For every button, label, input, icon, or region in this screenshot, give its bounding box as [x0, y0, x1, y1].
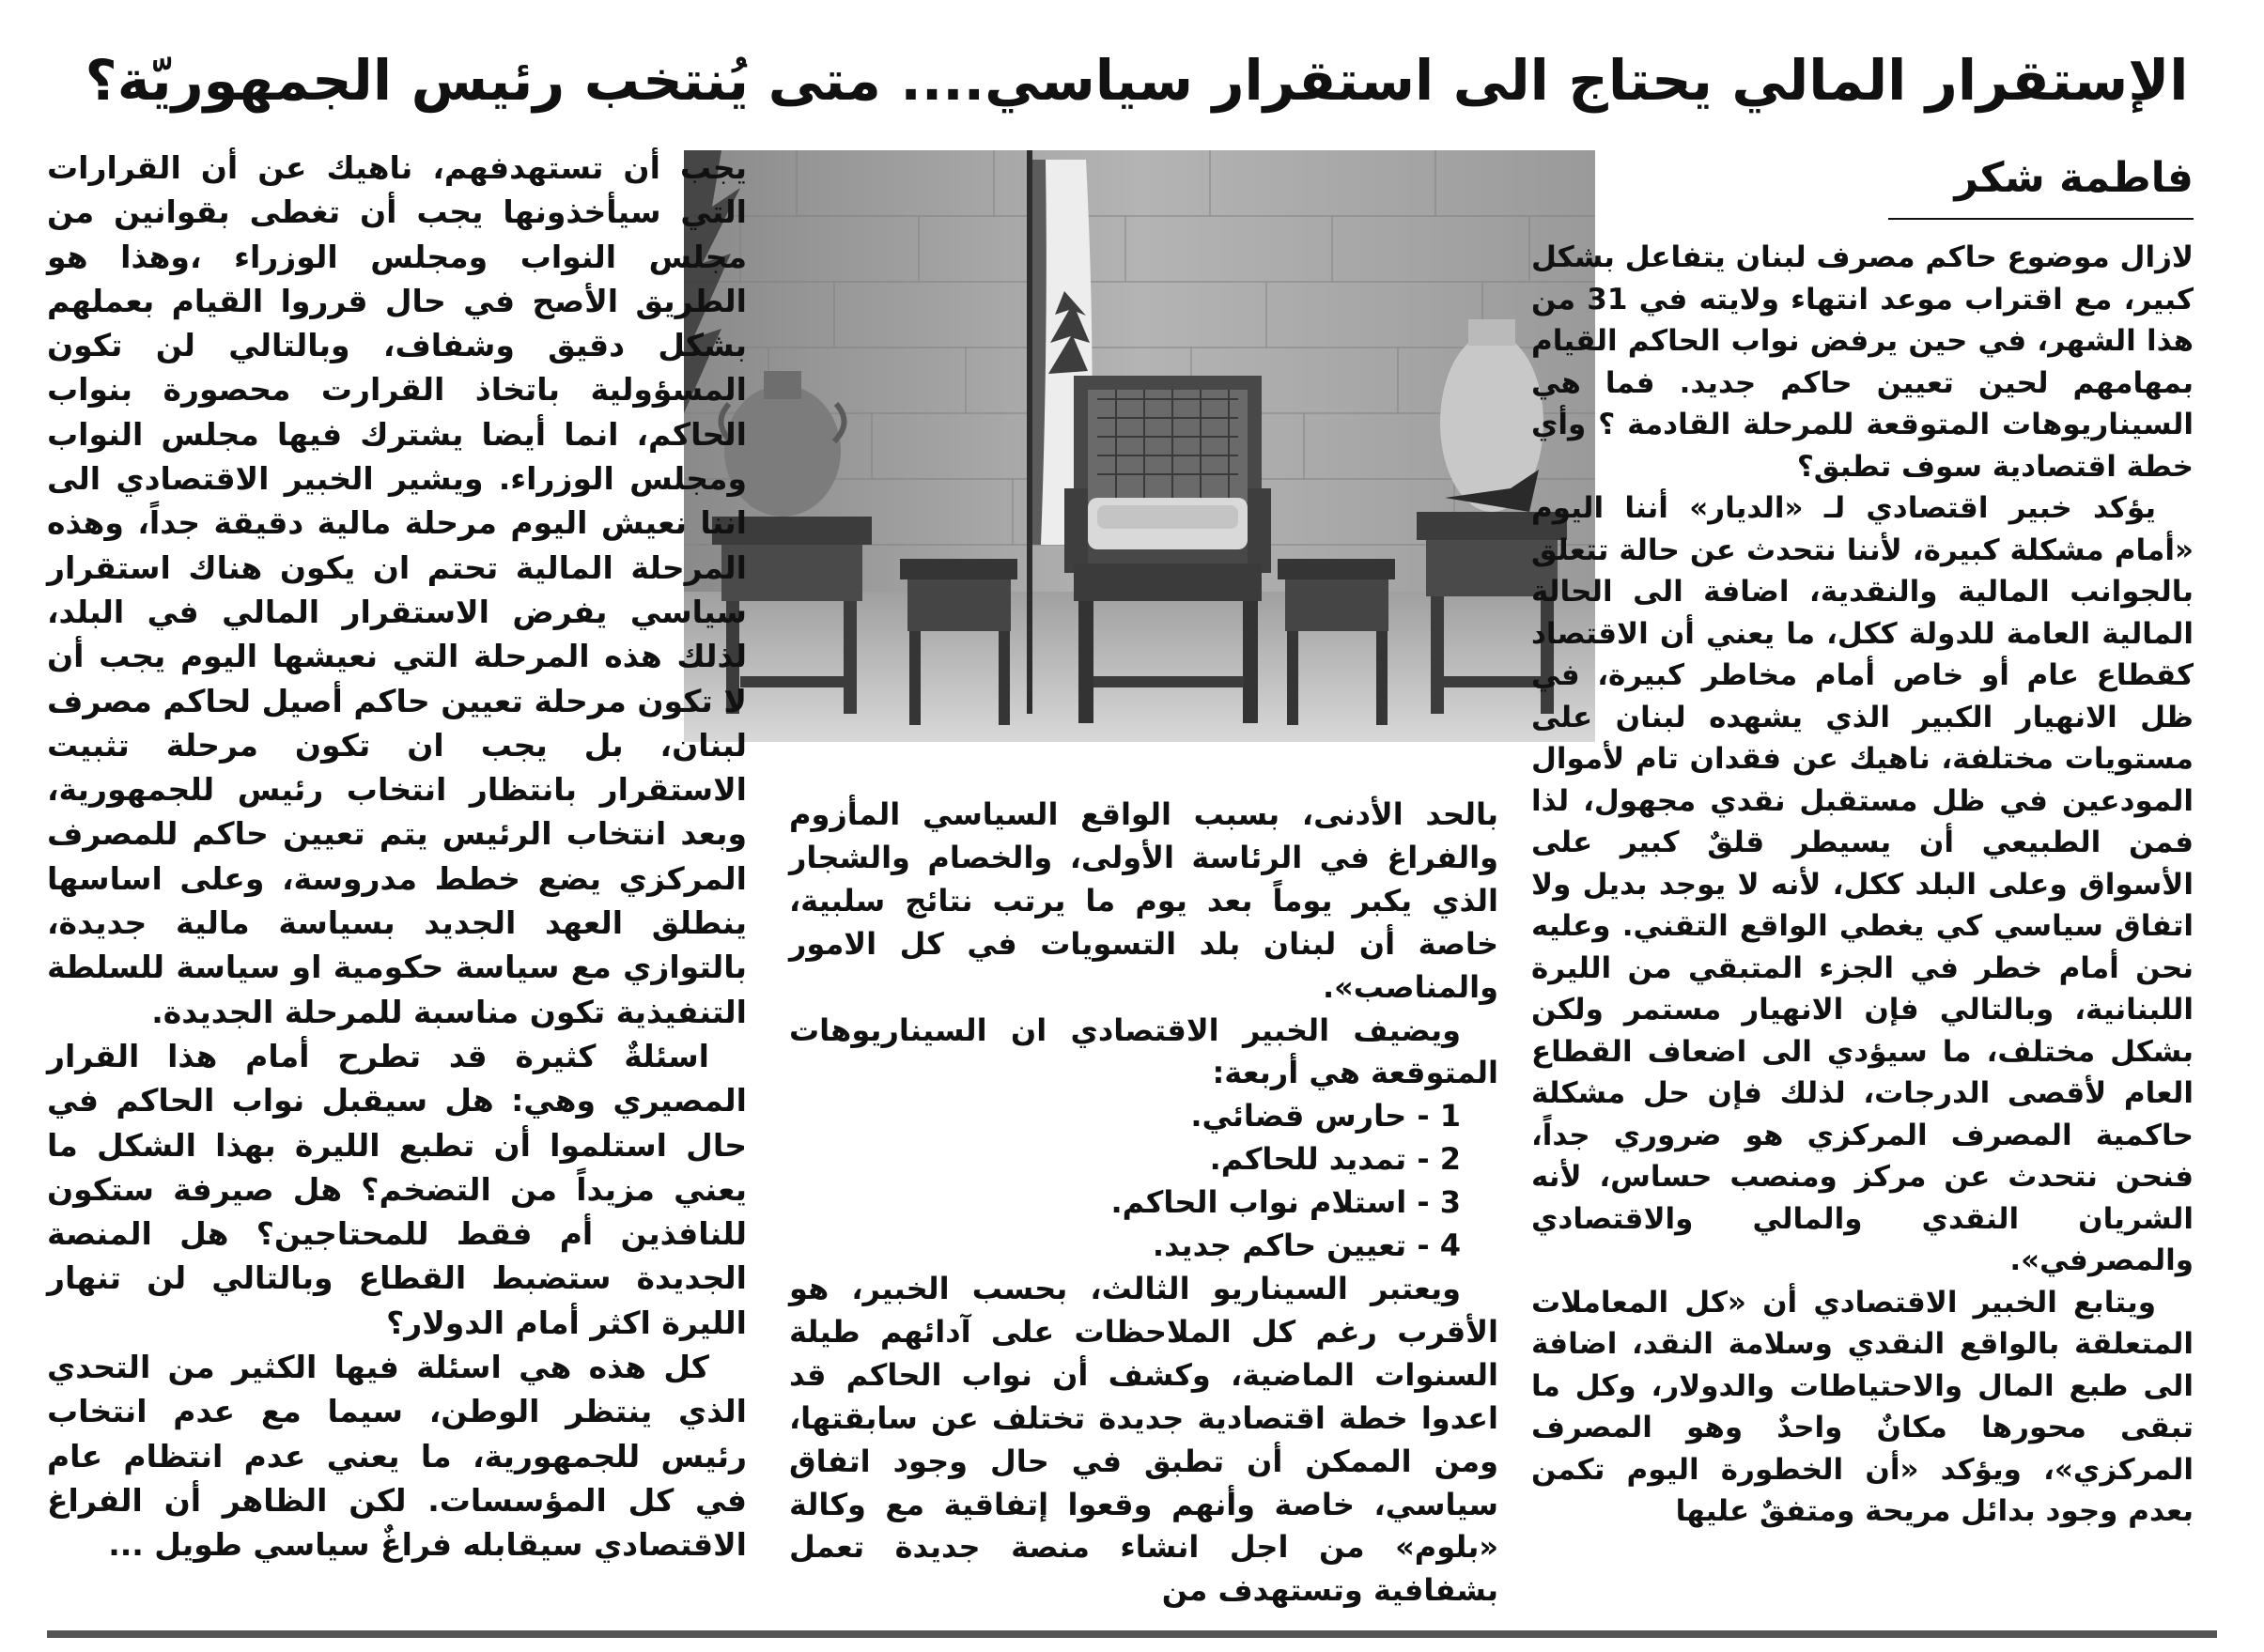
paragraph: كل هذه هي اسئلة فيها الكثير من التحدي الذي ينتظر الوطن، سيما مع عدم انتخاب رئيس للجمهورية، ما يعني عدم انتظام عام في كل المؤسسات. لكن الظاهر أن الفراغ الاقتصادي سيقابله فراغٌ سياسي طويل ...: [47, 1349, 747, 1564]
article-column-right: [1531, 237, 2194, 1533]
article-column-middle: [789, 794, 1498, 1613]
list-item: 3 - استلام نواب الحاكم.: [1110, 1184, 1461, 1221]
paragraph: يجب أن تستهدفهم، ناهيك عن أن القرارات التي سيأخذونها يجب أن تغطى بقوانين من مجلس النواب ومجلس الوزراء ،وهذا هو الطريق الأصح في حال قرروا القيام بعملهم بشكل دقيق وشفاف، وبالتالي لن تكون المسؤولية باتخاذ القرارت محصورة بنواب الحاكم، انما أيضا يشترك فيها مجلس النواب ومجلس الوزراء. ويشير الخبير الاقتصادي الى اننا نعيش اليوم مرحلة مالية دقيقة جداً، وهذه المرحلة المالية تحتم ان يكون هناك استقرار سياسي يفرض الاستقرار المالي في البلد، لذلك هذه المرحلة التي نعيشها اليوم يجب أن لا تكون مرحلة تعيين حاكم أصيل لحاكم مصرف لبنان، بل يجب ان تكون مرحلة تثبيت الاستقرار بانتظار انتخاب رئيس للجمهورية، وبعد انتخاب الرئيس يتم تعيين حاكم للمصرف المركزي يضع خطط مدروسة، وعلى اساسها ينطلق العهد الجديد بسياسة مالية جديدة، بالتوازي مع سياسة حكومية او سياسة للسلطة التنفيذية تكون مناسبة للمرحلة الجديدة.: [47, 149, 747, 1030]
byline: فاطمة شكر: [1888, 150, 2194, 220]
paragraph: ويعتبر السيناريو الثالث، بحسب الخبير، هو الأقرب رغم كل الملاحظات على آدائهم طيلة السنوات الماضية، وكشف أن نواب الحاكم قد اعدوا خطة اقتصادية جديدة تختلف عن سابقتها، ومن الممكن أن تطبق في حال وجود اتفاق سياسي، خاصة وأنهم وقعوا إتفاقية مع وكالة «بلوم» من اجل انشاء منصة جديدة تعمل بشفافية وتستهدف من: [789, 1270, 1498, 1609]
list-item: 4 - تعيين حاكم جديد.: [1152, 1227, 1461, 1264]
paragraph: ويتابع الخبير الاقتصادي أن «كل المعاملات المتعلقة بالواقع النقدي وسلامة النقد، اضافة الى طبع المال والاحتياطات والدولار، وكل ما تبقى محورها مكانٌ واحدٌ وهو المصرف المركزي»، ويؤكد «أن الخطورة اليوم تكمن بعدم وجود بدائل مريحة ومتفقٌ عليها: [1531, 1285, 2194, 1528]
paragraph: بالحد الأدنى، بسبب الواقع السياسي المأزوم والفراغ في الرئاسة الأولى، والخصام والشجار الذي يكبر يوماً بعد يوم ما يرتب نتائج سلبية، خاصة أن لبنان بلد التسويات في كل الامور والمناصب».: [789, 796, 1498, 1005]
footer-rule: [47, 1630, 2217, 1638]
article-column-left: [47, 146, 747, 1567]
paragraph: لازال موضوع حاكم مصرف لبنان يتفاعل بشكل كبير، مع اقتراب موعد انتهاء ولايته في 31 من هذا الشهر، في حين يرفض نواب الحاكم القيام بمهامهم لحين تعيين حاكم جديد. فما هي السيناريوهات المتوقعة للمرحلة القادمة ؟ وأي خطة اقتصادية سوف تطبق؟: [1531, 240, 2194, 484]
list-item: 1 - حارس قضائي.: [1190, 1098, 1461, 1135]
paragraph: ويضيف الخبير الاقتصادي ان السيناريوهات المتوقعة هي أربعة:: [789, 1011, 1498, 1091]
headline: الإستقرار المالي يحتاج الى استقرار سياسي.... متى يُنتخب رئيس الجمهوريّة؟: [85, 47, 2189, 113]
article-photo: [684, 150, 1595, 742]
paragraph: اسئلةٌ كثيرة قد تطرح أمام هذا القرار المصيري وهي: هل سيقبل نواب الحاكم في حال استلموا أن تطبع الليرة بهذا الشكل ما يعني مزيداً من التضخم؟ هل صيرفة ستكون للنافذين أم فقط للمحتاجين؟ هل المنصة الجديدة ستضبط القطاع وبالتالي لن تنهار الليرة اكثر أمام الدولار؟: [47, 1037, 747, 1341]
paragraph: يؤكد خبير اقتصادي لـ «الديار» أننا اليوم «أمام مشكلة كبيرة، لأننا نتحدث عن حالة تتعلق بالجوانب المالية والنقدية، اضافة الى الحالة المالية العامة للدولة ككل، ما يعني أن الاقتصاد كقطاع عام أو خاص أمام مخاطر كبيرة، في ظل الانهيار الكبير الذي يشهده لبنان على مستويات مختلفة، ناهيك عن فقدان تام لأموال المودعين في ظل مستقبل نقدي مجهول، لذا فمن الطبيعي أن يسيطر قلقٌ كبير على الأسواق وعلى البلد ككل، لأنه لا يوجد بديل ولا اتفاق سياسي كي يغطي الواقع التقني. وعليه نحن أمام خطر في الجزء المتبقي من الليرة اللبنانية، وبالتالي فإن الانهيار مستمر ولكن بشكل مختلف، ما سيؤدي الى اضعاف القطاع العام لأقصى الدرجات، لذلك فإن حل مشكلة حاكمية المصرف المركزي هو ضروري جداً، فنحن نتحدث عن مركز ومنصب حساس، لأنه الشريان النقدي والمالي والاقتصادي والمصرفي».: [1531, 491, 2194, 1277]
list-item: 2 - تمديد للحاكم.: [1209, 1141, 1461, 1178]
